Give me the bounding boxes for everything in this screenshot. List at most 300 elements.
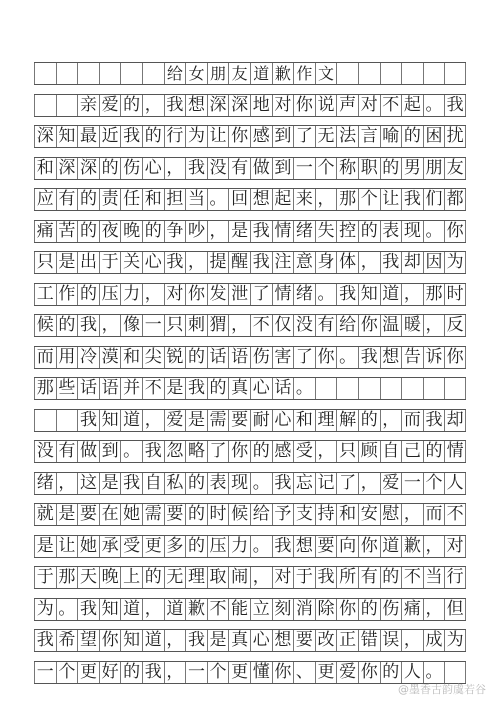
grid-cell: 这 [77, 473, 99, 494]
grid-cell: 给 [336, 315, 358, 336]
grid-cell: 想 [293, 536, 315, 557]
grid-cell: 道 [380, 536, 402, 557]
grid-cell: 我 [164, 252, 186, 273]
grid-cell: 都 [444, 189, 466, 210]
grid-cell: 我 [401, 189, 423, 210]
grid-cell: 体 [336, 252, 358, 273]
grid-cell: 深 [207, 95, 229, 116]
grid-cell: 应 [34, 189, 56, 210]
grid-cell: 像 [120, 315, 142, 336]
grid-cell: 深 [77, 158, 99, 179]
grid-cell: ， [142, 599, 164, 620]
grid-cell: 苦 [56, 221, 78, 242]
text-row [34, 220, 466, 243]
grid-cell: 让 [56, 536, 78, 557]
grid-cell: 。 [293, 378, 315, 399]
grid-cell: 的 [185, 347, 207, 368]
grid-cell: 、 [293, 662, 315, 683]
grid-cell: 感 [272, 441, 294, 462]
grid-cell: 记 [315, 473, 337, 494]
grid-cell: 痛 [34, 221, 56, 242]
grid-cell: 道 [120, 599, 142, 620]
grid-cell [401, 378, 423, 399]
grid-cell: 自 [142, 473, 164, 494]
grid-cell: 到 [99, 441, 121, 462]
grid-cell: 真 [228, 378, 250, 399]
grid-cell: 在 [99, 504, 121, 525]
grid-cell [380, 63, 402, 84]
text-row [34, 157, 466, 180]
grid-cell: 的 [142, 221, 164, 242]
grid-cell: 顾 [358, 441, 380, 462]
grid-cell: 的 [142, 567, 164, 588]
grid-cell: 更 [315, 662, 337, 683]
grid-cell: 你 [444, 347, 466, 368]
grid-cell: 压 [99, 284, 121, 305]
grid-cell: 你 [185, 284, 207, 305]
grid-cell: 不 [250, 315, 272, 336]
grid-cell: 喻 [380, 126, 402, 147]
grid-cell: 锐 [164, 347, 186, 368]
grid-cell: 有 [228, 158, 250, 179]
grid-cell: 慰 [380, 504, 402, 525]
grid-cell: 道 [380, 284, 402, 305]
grid-cell: 有 [358, 567, 380, 588]
grid-cell: 绪 [293, 221, 315, 242]
grid-cell: 了 [250, 284, 272, 305]
grid-cell: 一 [401, 473, 423, 494]
grid-cell: 女 [185, 63, 207, 84]
grid-cell: 我 [358, 347, 380, 368]
grid-cell: 情 [272, 221, 294, 242]
grid-cell: 要 [164, 504, 186, 525]
text-row [34, 251, 466, 274]
grid-cell: 有 [315, 315, 337, 336]
grid-cell [401, 63, 423, 84]
grid-cell: 要 [77, 504, 99, 525]
grid-cell: 。 [56, 599, 78, 620]
grid-cell: 了 [336, 473, 358, 494]
grid-cell: 一 [293, 158, 315, 179]
grid-cell: 。 [423, 95, 445, 116]
grid-cell: 绪 [34, 473, 56, 494]
grid-cell: 为 [444, 252, 466, 273]
grid-cell: 知 [56, 126, 78, 147]
grid-cell: 表 [207, 473, 229, 494]
grid-cell: 懂 [250, 662, 272, 683]
grid-cell: 那 [56, 567, 78, 588]
grid-cell: 我 [423, 410, 445, 431]
grid-cell: 是 [56, 252, 78, 273]
grid-cell: 承 [99, 536, 121, 557]
grid-cell [423, 63, 445, 84]
grid-cell: 爱 [164, 410, 186, 431]
grid-cell: ， [401, 284, 423, 305]
grid-cell: 和 [142, 189, 164, 210]
grid-cell: 话 [77, 378, 99, 399]
grid-cell: ， [142, 284, 164, 305]
grid-cell: ， [250, 567, 272, 588]
grid-cell: 解 [336, 410, 358, 431]
grid-cell: 个 [315, 158, 337, 179]
grid-cell: 闹 [228, 567, 250, 588]
grid-cell: 是 [207, 630, 229, 651]
watermark: @墨香古韵虞若谷 [398, 683, 486, 696]
grid-cell: 持 [315, 504, 337, 525]
grid-cell: 误 [380, 630, 402, 651]
grid-cell: 你 [293, 95, 315, 116]
grid-cell: 的 [358, 410, 380, 431]
grid-cell: 你 [228, 126, 250, 147]
grid-cell: 感 [250, 126, 272, 147]
grid-cell: 为 [185, 126, 207, 147]
grid-cell: 的 [380, 158, 402, 179]
grid-cell: 给 [164, 63, 186, 84]
grid-cell: 绪 [293, 284, 315, 305]
grid-cell: 只 [336, 441, 358, 462]
grid-cell: ， [358, 252, 380, 273]
grid-cell: 爱 [336, 662, 358, 683]
grid-cell: 仅 [272, 315, 294, 336]
grid-cell: 那 [34, 378, 56, 399]
grid-cell: 夜 [99, 221, 121, 242]
grid-cell: 作 [56, 284, 78, 305]
grid-cell: 泄 [228, 284, 250, 305]
grid-cell: 话 [272, 378, 294, 399]
grid-cell [142, 63, 164, 84]
grid-cell: 。 [207, 189, 229, 210]
grid-cell: 声 [336, 95, 358, 116]
grid-cell: 你 [272, 662, 294, 683]
grid-cell: 是 [185, 410, 207, 431]
grid-cell [77, 63, 99, 84]
grid-cell: 歉 [272, 63, 294, 84]
grid-cell: 深 [56, 158, 78, 179]
grid-cell: 正 [336, 630, 358, 651]
grid-cell: 最 [77, 126, 99, 147]
grid-cell: 改 [315, 630, 337, 651]
grid-cell: 争 [164, 221, 186, 242]
grid-cell: 告 [401, 347, 423, 368]
grid-cell: 更 [142, 536, 164, 557]
grid-cell: 的 [99, 158, 121, 179]
grid-cell: 语 [228, 347, 250, 368]
grid-cell: 扰 [444, 126, 466, 147]
grid-cell [336, 378, 358, 399]
grid-cell: 于 [99, 252, 121, 273]
grid-cell: 冷 [77, 347, 99, 368]
grid-cell: 就 [34, 504, 56, 525]
grid-cell: 到 [272, 126, 294, 147]
grid-cell: 让 [207, 126, 229, 147]
text-row [34, 503, 466, 526]
grid-cell: 一 [142, 315, 164, 336]
grid-cell: 需 [207, 410, 229, 431]
grid-cell: 尖 [142, 347, 164, 368]
grid-cell: 却 [401, 252, 423, 273]
grid-cell: 需 [142, 504, 164, 525]
grid-cell: 起 [401, 95, 423, 116]
grid-cell: 取 [207, 567, 229, 588]
grid-cell: 而 [423, 504, 445, 525]
grid-cell: 猬 [207, 315, 229, 336]
grid-cell: 我 [164, 95, 186, 116]
grid-cell: 你 [228, 441, 250, 462]
grid-cell: 我 [142, 662, 164, 683]
grid-cell: 心 [272, 410, 294, 431]
grid-cell: 暖 [401, 315, 423, 336]
grid-cell: ， [315, 441, 337, 462]
grid-cell: 想 [250, 189, 272, 210]
grid-cell: ， [423, 599, 445, 620]
grid-cell: 。 [423, 221, 445, 242]
grid-cell: 不 [142, 378, 164, 399]
grid-cell: 害 [272, 347, 294, 368]
grid-cell: 力 [120, 284, 142, 305]
text-row [34, 94, 466, 117]
grid-cell: 了 [293, 126, 315, 147]
grid-cell: 深 [228, 95, 250, 116]
grid-cell: 刻 [272, 599, 294, 620]
grid-cell: 个 [423, 473, 445, 494]
grid-cell: 吵 [185, 221, 207, 242]
grid-cell [444, 63, 466, 84]
grid-cell: 我 [380, 252, 402, 273]
grid-cell: 我 [272, 473, 294, 494]
grid-cell: 回 [228, 189, 250, 210]
grid-cell: 作 [293, 63, 315, 84]
grid-cell: 了 [293, 347, 315, 368]
grid-cell: ， [358, 473, 380, 494]
grid-cell: 知 [120, 630, 142, 651]
grid-cell: 压 [207, 536, 229, 557]
text-row [34, 535, 466, 558]
grid-cell: 希 [56, 630, 78, 651]
grid-cell: 望 [77, 630, 99, 651]
grid-cell: 更 [228, 662, 250, 683]
grid-cell: 说 [315, 95, 337, 116]
grid-cell: 因 [423, 252, 445, 273]
text-row [34, 125, 466, 148]
grid-cell: 情 [272, 284, 294, 305]
text-row [34, 188, 466, 211]
grid-cell: ， [423, 536, 445, 557]
grid-cell [358, 63, 380, 84]
grid-cell: 我 [272, 536, 294, 557]
grid-cell: 私 [164, 473, 186, 494]
text-row [34, 598, 466, 621]
grid-cell: 让 [380, 189, 402, 210]
grid-cell: 人 [444, 473, 466, 494]
grid-cell [444, 378, 466, 399]
grid-cell: 现 [228, 473, 250, 494]
grid-cell: 是 [228, 221, 250, 242]
grid-cell [315, 378, 337, 399]
grid-cell: 有 [56, 189, 78, 210]
grid-cell: 出 [77, 252, 99, 273]
text-row [34, 440, 466, 463]
grid-cell: 不 [401, 567, 423, 588]
grid-cell: 了 [207, 441, 229, 462]
grid-cell: 爱 [380, 473, 402, 494]
grid-cell: 支 [293, 504, 315, 525]
grid-cell: 不 [207, 599, 229, 620]
grid-cell: ， [423, 315, 445, 336]
grid-cell: ， [401, 630, 423, 651]
grid-cell: 却 [444, 410, 466, 431]
grid-cell [56, 63, 78, 84]
grid-cell: 知 [99, 410, 121, 431]
grid-cell: 你 [315, 347, 337, 368]
grid-cell: 的 [358, 221, 380, 242]
grid-cell: 时 [207, 504, 229, 525]
grid-cell: 。 [250, 473, 272, 494]
grid-cell: 我 [336, 284, 358, 305]
grid-cell: 但 [444, 599, 466, 620]
grid-cell: 对 [272, 95, 294, 116]
grid-cell: 我 [120, 126, 142, 147]
grid-cell: 我 [185, 630, 207, 651]
grid-cell: 起 [272, 189, 294, 210]
grid-cell: 行 [164, 126, 186, 147]
grid-cell: 担 [164, 189, 186, 210]
grid-cell: 忘 [293, 473, 315, 494]
grid-cell: 向 [336, 536, 358, 557]
grid-cell: 和 [34, 158, 56, 179]
grid-cell: ， [142, 410, 164, 431]
grid-cell: ， [164, 662, 186, 683]
grid-cell: ， [185, 252, 207, 273]
grid-cell: ， [164, 630, 186, 651]
grid-cell: 我 [142, 441, 164, 462]
grid-cell: 的 [207, 378, 229, 399]
grid-cell: 只 [34, 252, 56, 273]
grid-cell: 受 [293, 441, 315, 462]
grid-cell: 的 [120, 95, 142, 116]
grid-cell: 没 [34, 441, 56, 462]
grid-cell: 的 [380, 662, 402, 683]
grid-cell: 无 [315, 126, 337, 147]
grid-cell: 她 [120, 504, 142, 525]
grid-cell: 的 [77, 221, 99, 242]
grid-cell: 和 [336, 504, 358, 525]
grid-cell: 法 [336, 126, 358, 147]
grid-cell: 的 [423, 441, 445, 462]
grid-cell: 朋 [207, 63, 229, 84]
grid-cell: 注 [272, 252, 294, 273]
grid-cell: 晚 [120, 221, 142, 242]
grid-cell: 表 [380, 221, 402, 242]
grid-cell: 消 [293, 599, 315, 620]
grid-cell: 对 [358, 95, 380, 116]
grid-cell: 是 [56, 504, 78, 525]
grid-cell: 理 [185, 567, 207, 588]
grid-cell: 为 [34, 599, 56, 620]
grid-cell: 当 [423, 567, 445, 588]
grid-cell: 能 [228, 599, 250, 620]
grid-cell: 责 [99, 189, 121, 210]
grid-cell: 我 [185, 158, 207, 179]
grid-cell: 一 [185, 662, 207, 683]
grid-cell: 无 [164, 567, 186, 588]
grid-cell: 些 [56, 378, 78, 399]
grid-cell: 的 [358, 599, 380, 620]
grid-cell: 给 [250, 504, 272, 525]
grid-cell: 错 [358, 630, 380, 651]
grid-cell: 受 [120, 536, 142, 557]
grid-cell: 现 [401, 221, 423, 242]
text-row [34, 314, 466, 337]
grid-cell: 略 [185, 441, 207, 462]
grid-cell: 上 [120, 567, 142, 588]
grid-cell: 为 [444, 630, 466, 651]
grid-cell: 更 [77, 662, 99, 683]
grid-cell: 工 [34, 284, 56, 305]
grid-cell: ， [315, 189, 337, 210]
grid-cell: 做 [77, 441, 99, 462]
grid-cell [423, 378, 445, 399]
grid-cell: 晚 [99, 567, 121, 588]
grid-cell: 要 [315, 536, 337, 557]
grid-cell: 的 [77, 189, 99, 210]
grid-cell: 你 [336, 599, 358, 620]
grid-cell: 心 [142, 158, 164, 179]
grid-cell: 职 [358, 158, 380, 179]
grid-cell: 知 [358, 284, 380, 305]
text-row [34, 566, 466, 589]
grid-cell: 到 [272, 158, 294, 179]
grid-cell: 诉 [423, 347, 445, 368]
grid-cell [380, 378, 402, 399]
grid-cell: 的 [401, 126, 423, 147]
grid-cell: 。 [250, 536, 272, 557]
grid-cell: 予 [272, 504, 294, 525]
grid-cell: 道 [164, 599, 186, 620]
grid-cell [34, 95, 56, 116]
grid-cell: 朋 [423, 158, 445, 179]
grid-cell [444, 662, 466, 683]
grid-cell: 道 [120, 410, 142, 431]
grid-cell: 只 [164, 315, 186, 336]
grid-cell: 那 [336, 189, 358, 210]
text-row [34, 629, 466, 652]
grid-cell: 我 [315, 567, 337, 588]
grid-cell: 你 [99, 630, 121, 651]
grid-cell [34, 63, 56, 84]
grid-cell: ， [56, 473, 78, 494]
grid-cell: 我 [77, 599, 99, 620]
grid-cell: 心 [250, 630, 272, 651]
grid-cell: 亲 [77, 95, 99, 116]
grid-cell: 成 [423, 630, 445, 651]
grid-cell: 心 [250, 378, 272, 399]
grid-cell: 任 [120, 189, 142, 210]
grid-cell: 我 [77, 410, 99, 431]
grid-cell: 身 [315, 252, 337, 273]
grid-cell: 我 [250, 252, 272, 273]
grid-cell: ， [401, 504, 423, 525]
grid-cell: 没 [293, 315, 315, 336]
text-row [34, 409, 466, 432]
grid-cell: 个 [358, 189, 380, 210]
grid-cell: 候 [228, 504, 250, 525]
grid-cell [34, 410, 56, 431]
grid-cell: 反 [444, 315, 466, 336]
grid-cell: 想 [380, 347, 402, 368]
grid-cell: 歉 [185, 599, 207, 620]
grid-cell: 要 [293, 630, 315, 651]
grid-cell: 。 [120, 441, 142, 462]
